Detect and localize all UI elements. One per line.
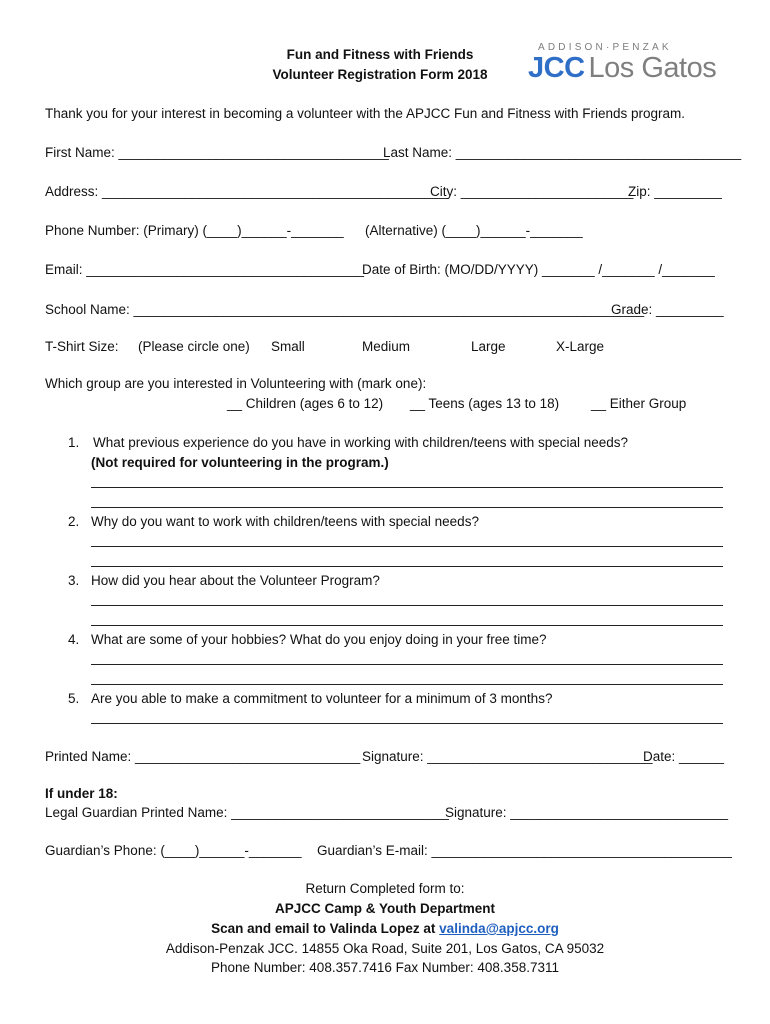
group-option-teens[interactable]: __ Teens (ages 13 to 18) bbox=[410, 396, 560, 411]
question-1-note: (Not required for volunteering in the program.) bbox=[91, 455, 389, 470]
printed-name-field[interactable]: Printed Name: ______________________________ bbox=[45, 749, 361, 764]
question-number: 4. bbox=[68, 632, 80, 647]
tshirt-option-large[interactable]: Large bbox=[471, 339, 506, 354]
address-field[interactable]: Address: ______________________________________________ bbox=[45, 184, 448, 199]
question-4-text: What are some of your hobbies? What do you enjoy doing in your free time? bbox=[91, 632, 547, 647]
contact-email-link[interactable]: valinda@apjcc.org bbox=[439, 921, 559, 936]
guardian-name-field[interactable]: Legal Guardian Printed Name: _____________________________ bbox=[45, 805, 449, 820]
question-number: 5. bbox=[68, 691, 80, 706]
guardian-email-field[interactable]: Guardian’s E-mail: ________________________________________ bbox=[317, 843, 732, 858]
dob-field[interactable]: Date of Birth: (MO/DD/YYYY) _______ /_______ /_______ bbox=[362, 262, 715, 277]
signature-field[interactable]: Signature: ______________________________ bbox=[362, 749, 653, 764]
footer-address: Addison-Penzak JCC. 14855 Oka Road, Suite 201, Los Gatos, CA 95032 bbox=[165, 941, 605, 956]
question-3-text: How did you hear about the Volunteer Program? bbox=[91, 573, 380, 588]
group-question: Which group are you interested in Volunteering with (mark one): bbox=[45, 376, 427, 391]
last-name-field[interactable]: Last Name: ______________________________________ bbox=[383, 145, 742, 160]
group-option-either[interactable]: __ Either Group bbox=[591, 396, 687, 411]
form-subtitle: Volunteer Registration Form 2018 bbox=[272, 67, 488, 82]
question-number: 3. bbox=[68, 573, 80, 588]
date-field[interactable]: Date: ______ bbox=[643, 749, 725, 764]
guardian-signature-field[interactable]: Signature: _____________________________ bbox=[445, 805, 729, 820]
first-name-field[interactable]: First Name: ____________________________________ bbox=[45, 145, 389, 160]
logo-los-gatos: Los Gatos bbox=[588, 52, 717, 84]
footer-email-line bbox=[0, 921, 770, 936]
phone-primary-field[interactable]: Phone Number: (Primary) (____)______-_______ bbox=[45, 223, 344, 238]
city-field[interactable]: City: _______________________ bbox=[430, 184, 634, 199]
tshirt-option-medium[interactable]: Medium bbox=[362, 339, 411, 354]
answer-line[interactable] bbox=[91, 664, 723, 665]
school-name-field[interactable]: School Name: ____________________________________________________________________ bbox=[45, 302, 645, 317]
grade-field[interactable]: Grade: _________ bbox=[611, 302, 724, 317]
guardian-phone-field[interactable]: Guardian’s Phone: (____)______-_______ bbox=[45, 843, 302, 858]
question-1-text: What previous experience do you have in working with children/teens with special needs? bbox=[93, 435, 629, 450]
footer-email-prefix: Scan and email to Valinda Lopez at bbox=[211, 921, 440, 936]
question-number: 2. bbox=[68, 514, 80, 529]
form-title: Fun and Fitness with Friends bbox=[286, 47, 474, 62]
question-5-text: Are you able to make a commitment to volunteer for a minimum of 3 months? bbox=[91, 691, 553, 706]
jcc-logo bbox=[528, 52, 716, 85]
phone-alt-field[interactable]: (Alternative) (____)______-_______ bbox=[365, 223, 583, 238]
logo-tagline: ADDISON·PENZAK bbox=[538, 42, 672, 53]
footer-phone: Phone Number: 408.357.7416 Fax Number: 408.358.7311 bbox=[211, 960, 559, 975]
tshirt-hint: (Please circle one) bbox=[138, 339, 250, 354]
answer-line[interactable] bbox=[91, 487, 723, 488]
answer-line[interactable] bbox=[91, 625, 723, 626]
group-option-children[interactable]: __ Children (ages 6 to 12) bbox=[227, 396, 384, 411]
footer-department: APJCC Camp & Youth Department bbox=[274, 901, 496, 916]
answer-line[interactable] bbox=[91, 723, 723, 724]
answer-line[interactable] bbox=[91, 605, 723, 606]
intro-text: Thank you for your interest in becoming a volunteer with the APJCC Fun and Fitness with Friends program. bbox=[45, 106, 686, 121]
answer-line[interactable] bbox=[91, 546, 723, 547]
logo-jcc: JCC bbox=[528, 52, 585, 84]
tshirt-label: T-Shirt Size: bbox=[45, 339, 119, 354]
tshirt-option-xlarge[interactable]: X-Large bbox=[556, 339, 605, 354]
question-number: 1. bbox=[68, 435, 80, 450]
answer-line[interactable] bbox=[91, 507, 723, 508]
email-field[interactable]: Email: _____________________________________ bbox=[45, 262, 365, 277]
under-18-heading: If under 18: bbox=[45, 786, 118, 801]
zip-field[interactable]: Zip: _________ bbox=[628, 184, 722, 199]
answer-line[interactable] bbox=[91, 566, 723, 567]
question-2-text: Why do you want to work with children/teens with special needs? bbox=[91, 514, 479, 529]
footer-return-line: Return Completed form to: bbox=[305, 881, 465, 896]
tshirt-option-small[interactable]: Small bbox=[271, 339, 305, 354]
answer-line[interactable] bbox=[91, 684, 723, 685]
